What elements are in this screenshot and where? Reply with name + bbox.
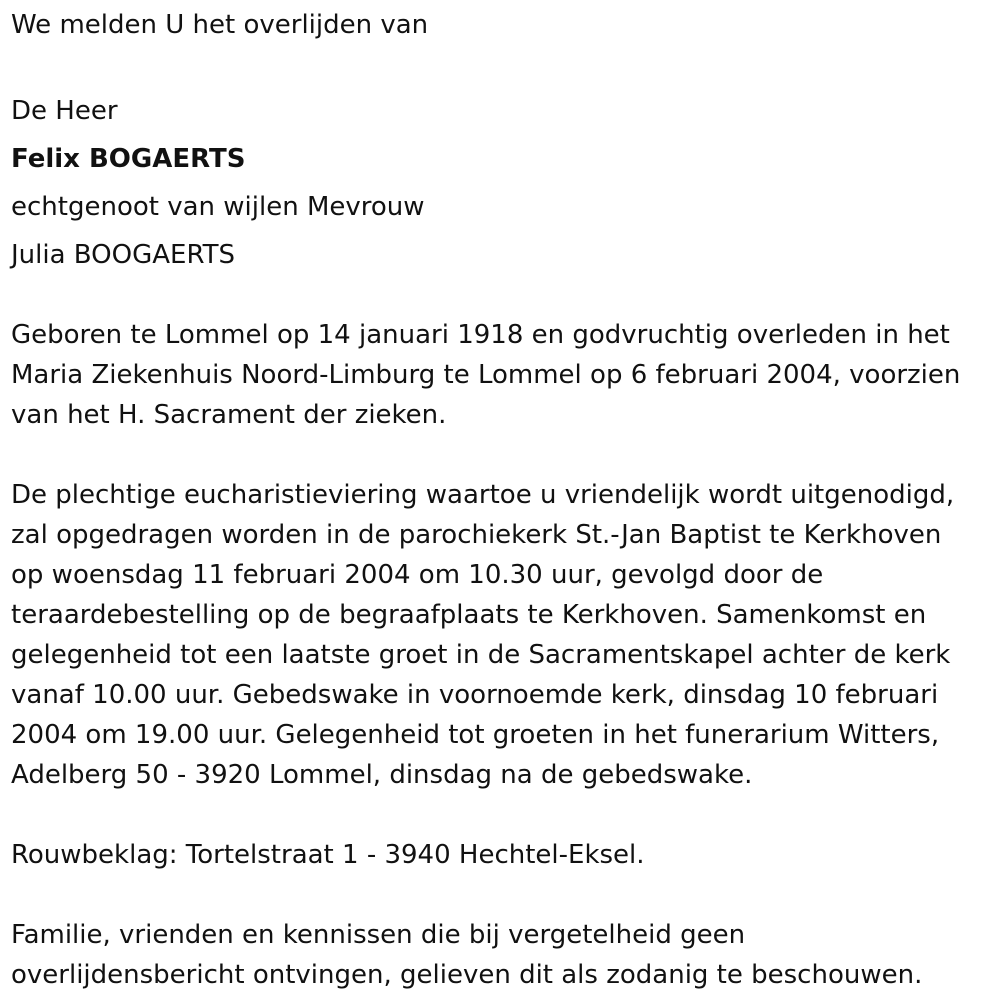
paragraph-gap	[11, 795, 991, 835]
intro-line: We melden U het overlijden van	[11, 10, 429, 40]
birth-death-paragraph	[11, 315, 991, 435]
spouse-relation: echtgenoot van wijlen Mevrouw	[11, 192, 425, 222]
paragraph-line: 2004 om 19.00 uur. Gelegenheid tot groeten in het funerarium Witters,	[11, 720, 940, 750]
paragraph-line: zal opgedragen worden in de parochiekerk St.-Jan Baptist te Kerkhoven	[11, 520, 942, 550]
paragraph-line: op woensdag 11 februari 2004 om 10.30 uur, gevolgd door de	[11, 560, 824, 590]
honorific: De Heer	[11, 96, 118, 126]
paragraph-gap	[11, 435, 991, 475]
paragraph-line: De plechtige eucharistieviering waartoe u vriendelijk wordt uitgenodigd,	[11, 480, 955, 510]
paragraph-gap	[11, 275, 991, 315]
ceremony-paragraph	[11, 475, 991, 795]
paragraph-line: van het H. Sacrament der zieken.	[11, 400, 447, 430]
paragraph-line: Adelberg 50 - 3920 Lommel, dinsdag na de gebedswake.	[11, 760, 753, 790]
paragraph-gap	[11, 875, 991, 915]
closing-paragraph	[11, 915, 991, 995]
paragraph-line: Geboren te Lommel op 14 januari 1918 en godvruchtig overleden in het	[11, 320, 950, 350]
obituary-notice	[11, 0, 991, 995]
spouse-name: Julia BOOGAERTS	[11, 240, 236, 270]
paragraph-line: vanaf 10.00 uur. Gebedswake in voornoemde kerk, dinsdag 10 februari	[11, 680, 939, 710]
condolence-address: Rouwbeklag: Tortelstraat 1 - 3940 Hechtel-Eksel.	[11, 840, 645, 870]
paragraph-line: Familie, vrienden en kennissen die bij vergetelheid geen	[11, 920, 746, 950]
deceased-name: Felix BOGAERTS	[11, 144, 246, 174]
paragraph-line: overlijdensbericht ontvingen, gelieven dit als zodanig te beschouwen.	[11, 960, 923, 990]
paragraph-line: gelegenheid tot een laatste groet in de Sacramentskapel achter de kerk	[11, 640, 951, 670]
paragraph-line: Maria Ziekenhuis Noord-Limburg te Lommel op 6 februari 2004, voorzien	[11, 360, 961, 390]
paragraph-line: teraardebestelling op de begraafplaats te Kerkhoven. Samenkomst en	[11, 600, 927, 630]
